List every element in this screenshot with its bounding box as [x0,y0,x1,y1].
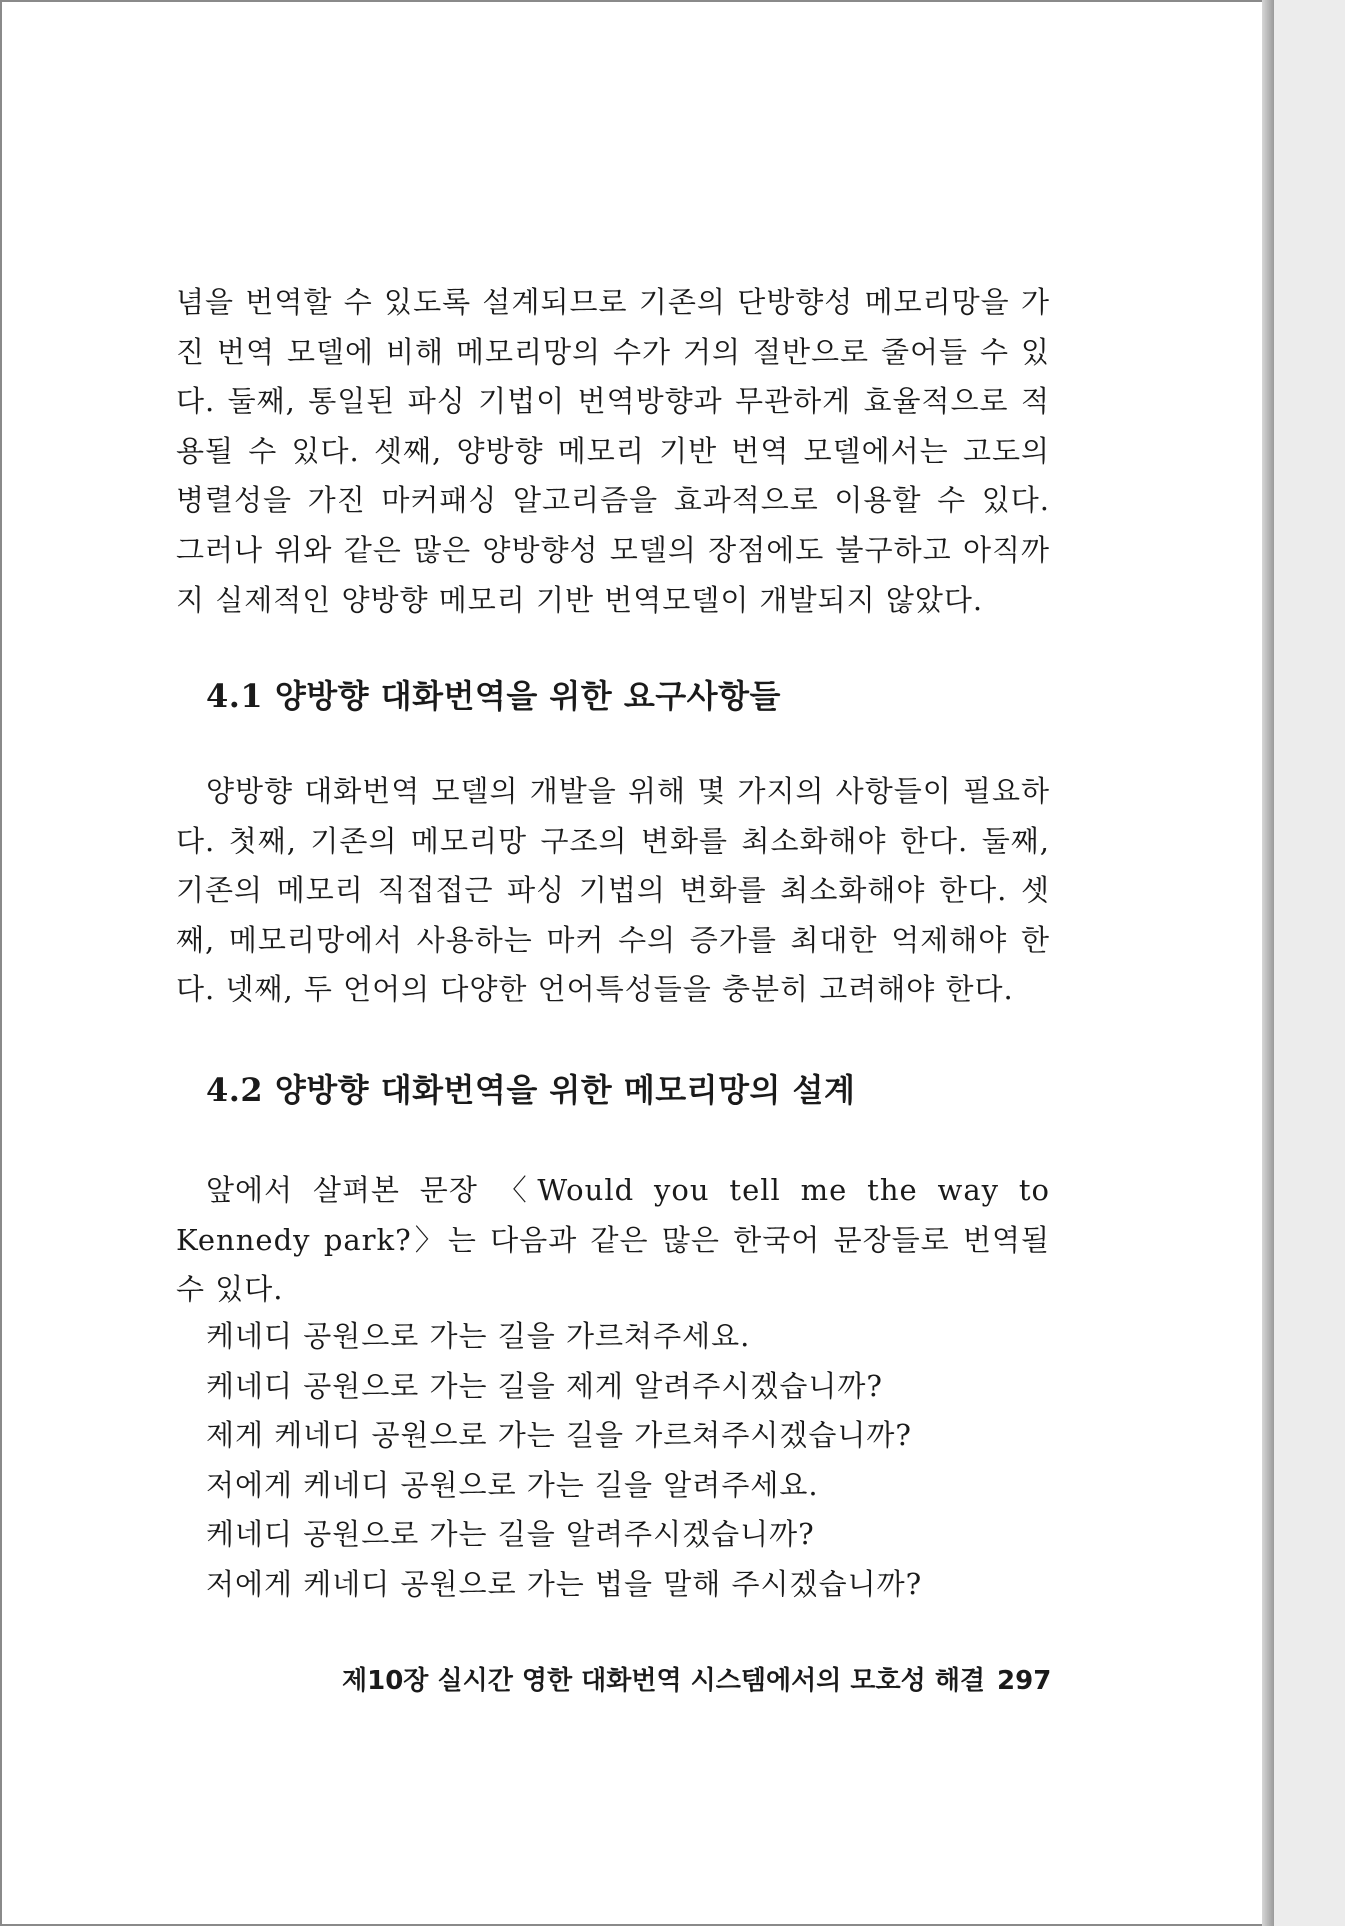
intro-paragraph: 념을 번역할 수 있도록 설계되므로 기존의 단방향성 메모리망을 가진 번역 모델에 비해 메모리망의 수가 거의 절반으로 줄어들 수 있다. 둘째, 통일된 파싱 기법이 번역방향과 무관하게 효율적으로 적용될 수 있다. 셋째, 양방향 메모리 기반 번역 모델에서는 고도의 병렬성을 가진 마커패싱 알고리즘을 효과적으로 이용할 수 있다. 그러나 위와 같은 많은 양방향성 모델의 장점에도 불구하고 아직까지 실제적인 양방향 메모리 기반 번역모델이 개발되지 않았다. [176,285,1050,617]
section-4-1-body: 양방향 대화번역 모델의 개발을 위해 몇 가지의 사항들이 필요하다. 첫째, 기존의 메모리망 구조의 변화를 최소화해야 한다. 둘째, 기존의 메모리 직접접근 파싱 기법의 변화를 최소화해야 한다. 셋째, 메모리망에서 사용하는 마커 수의 증가를 최대한 억제해야 한다. 넷째, 두 언어의 다양한 언어특성들을 충분히 고려해야 한다. [176,774,1050,1007]
example-sentence: 저에게 케네디 공원으로 가는 길을 알려주세요. [206,1467,819,1502]
section-4-2-body: 앞에서 살펴본 문장 〈Would you tell me the way to Kennedy park?〉는 다음과 같은 많은 한국어 문장들로 번역될 수 있다. [176,1173,1050,1307]
section-4-2-heading-block [176,1068,1050,1112]
example-sentence: 저에게 케네디 공원으로 가는 법을 말해 주시겠습니까? [206,1566,923,1601]
example-sentence: 제게 케네디 공원으로 가는 길을 가르쳐주시겠습니까? [206,1418,912,1453]
page-footer [342,1660,1052,1697]
page-edge [1262,0,1274,1926]
intro-paragraph-block [176,278,1050,625]
example-sentence: 케네디 공원으로 가는 길을 알려주시겠습니까? [206,1517,815,1552]
example-sentences-block [176,1312,1050,1610]
example-sentence-list [176,1312,1050,1610]
running-title: 제10장 실시간 영한 대화번역 시스템에서의 모호성 해결 [342,1666,986,1696]
example-sentence: 케네디 공원으로 가는 길을 가르쳐주세요. [206,1319,751,1353]
section-4-2-body-block [176,1166,1050,1315]
page-number: 297 [997,1666,1052,1696]
section-4-2-heading: 4.2 양방향 대화번역을 위한 메모리망의 설계 [206,1071,856,1109]
section-4-1-heading-block [176,674,1050,718]
viewer-gutter [1274,0,1345,1926]
example-sentence: 케네디 공원으로 가는 길을 제게 알려주시겠습니까? [206,1368,883,1403]
section-4-1-body-block [176,767,1050,1015]
section-4-1-heading: 4.1 양방향 대화번역을 위한 요구사항들 [206,677,781,715]
